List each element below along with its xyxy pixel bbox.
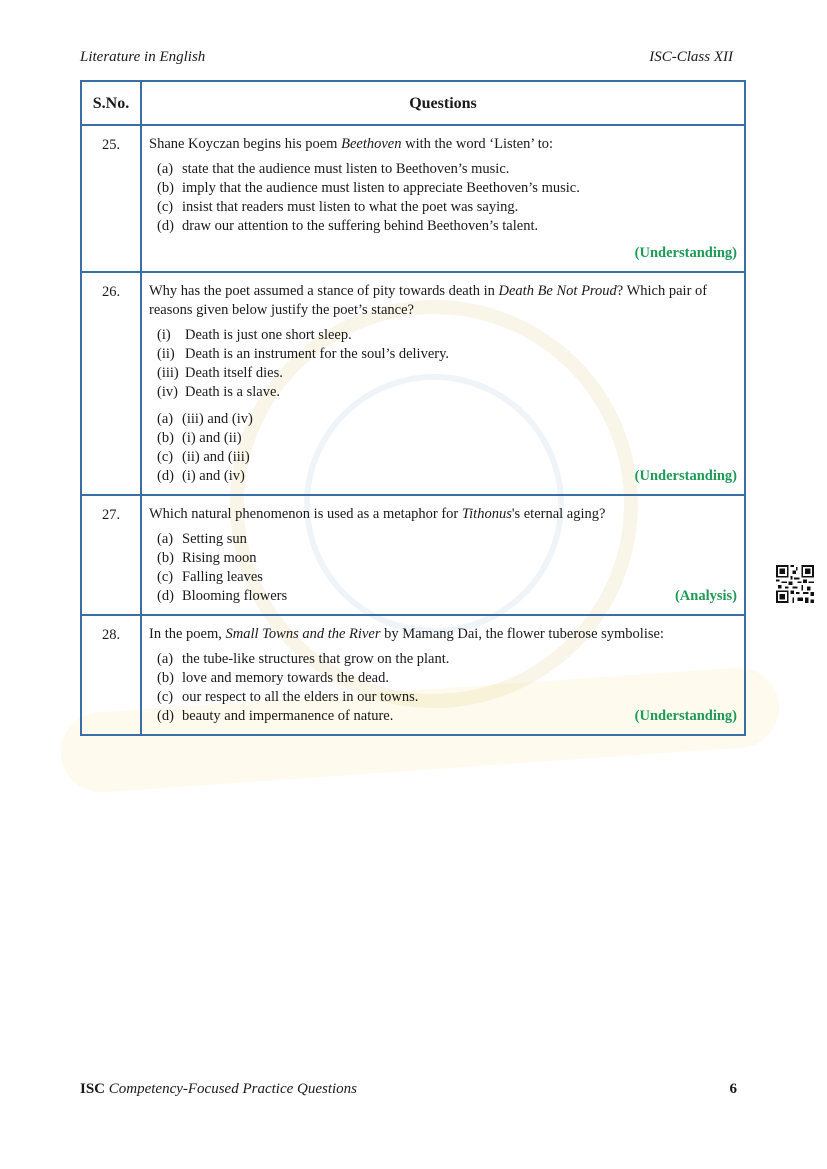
option: (d) (i) and (iv) (Understanding): [157, 468, 737, 484]
statement: (i) Death is just one short sleep.: [157, 327, 352, 343]
option: (a) Setting sun: [157, 531, 247, 547]
footer-title: ISC Competency-Focused Practice Questions: [80, 1081, 358, 1097]
skill-tag: (Understanding): [634, 245, 737, 261]
skill-tag: (Understanding): [634, 708, 737, 724]
statement: (iii) Death itself dies.: [157, 365, 283, 381]
option: (d) beauty and impermanence of nature. (Understanding): [157, 708, 737, 724]
question-row-28: [81, 615, 745, 735]
option: (c) our respect to all the elders in our towns.: [157, 689, 419, 705]
question-stem: Which natural phenomenon is used as a metaphor for Tithonus's eternal aging?: [149, 506, 606, 522]
option: (a) state that the audience must listen to Beethoven’s music.: [157, 161, 510, 177]
options-list: [157, 410, 737, 486]
skill-tag: (Understanding): [634, 468, 737, 484]
question-body: [141, 615, 745, 735]
option: (b) (i) and (ii): [157, 430, 242, 446]
option: (b) imply that the audience must listen to appreciate Beethoven’s music.: [157, 180, 580, 196]
option: (a) (iii) and (iv): [157, 411, 253, 427]
question-number: 27.: [81, 495, 141, 615]
question-stem: In the poem, Small Towns and the River by Mamang Dai, the flower tuberose symbolise:: [149, 626, 664, 642]
option: (d) Blooming flowers (Analysis): [157, 588, 737, 604]
qr-code-icon[interactable]: [776, 565, 814, 603]
question-stem: Why has the poet assumed a stance of pity towards death in Death Be Not Proud? Which pair of reasons given below justify the poet’s stance?: [149, 283, 708, 318]
page-number: 6: [729, 1081, 737, 1097]
statements-list: [157, 326, 737, 402]
question-number: 26.: [81, 272, 141, 495]
question-body: [141, 495, 745, 615]
options-list: [157, 160, 737, 236]
question-row-26: [81, 272, 745, 495]
questions-table: [80, 80, 746, 736]
column-header-sno: S.No.: [81, 81, 141, 125]
statement: (ii) Death is an instrument for the soul’s delivery.: [157, 346, 450, 362]
option: (c) insist that readers must listen to what the poet was saying.: [157, 199, 519, 215]
question-row-25: [81, 125, 745, 272]
option: (d) draw our attention to the suffering behind Beethoven’s talent.: [157, 218, 539, 234]
skill-tag: (Analysis): [674, 588, 737, 604]
header-class: ISC-Class XII: [649, 49, 733, 65]
header-subject: Literature in English: [80, 49, 206, 65]
question-stem: Shane Koyczan begins his poem Beethoven with the word ‘Listen’ to:: [149, 136, 554, 152]
question-body: [141, 272, 745, 495]
option: (b) Rising moon: [157, 550, 257, 566]
question-number: 25.: [81, 125, 141, 272]
options-list: [157, 530, 737, 606]
options-list: [157, 650, 737, 726]
option: (b) love and memory towards the dead.: [157, 670, 389, 686]
question-row-27: [81, 495, 745, 615]
table-header-row: [81, 81, 745, 125]
option: (a) the tube-like structures that grow on the plant.: [157, 651, 450, 667]
question-body: [141, 125, 745, 272]
option: (c) (ii) and (iii): [157, 449, 250, 465]
statement: (iv) Death is a slave.: [157, 384, 281, 400]
question-number: 28.: [81, 615, 141, 735]
option: (c) Falling leaves: [157, 569, 263, 585]
column-header-questions: Questions: [141, 81, 745, 125]
